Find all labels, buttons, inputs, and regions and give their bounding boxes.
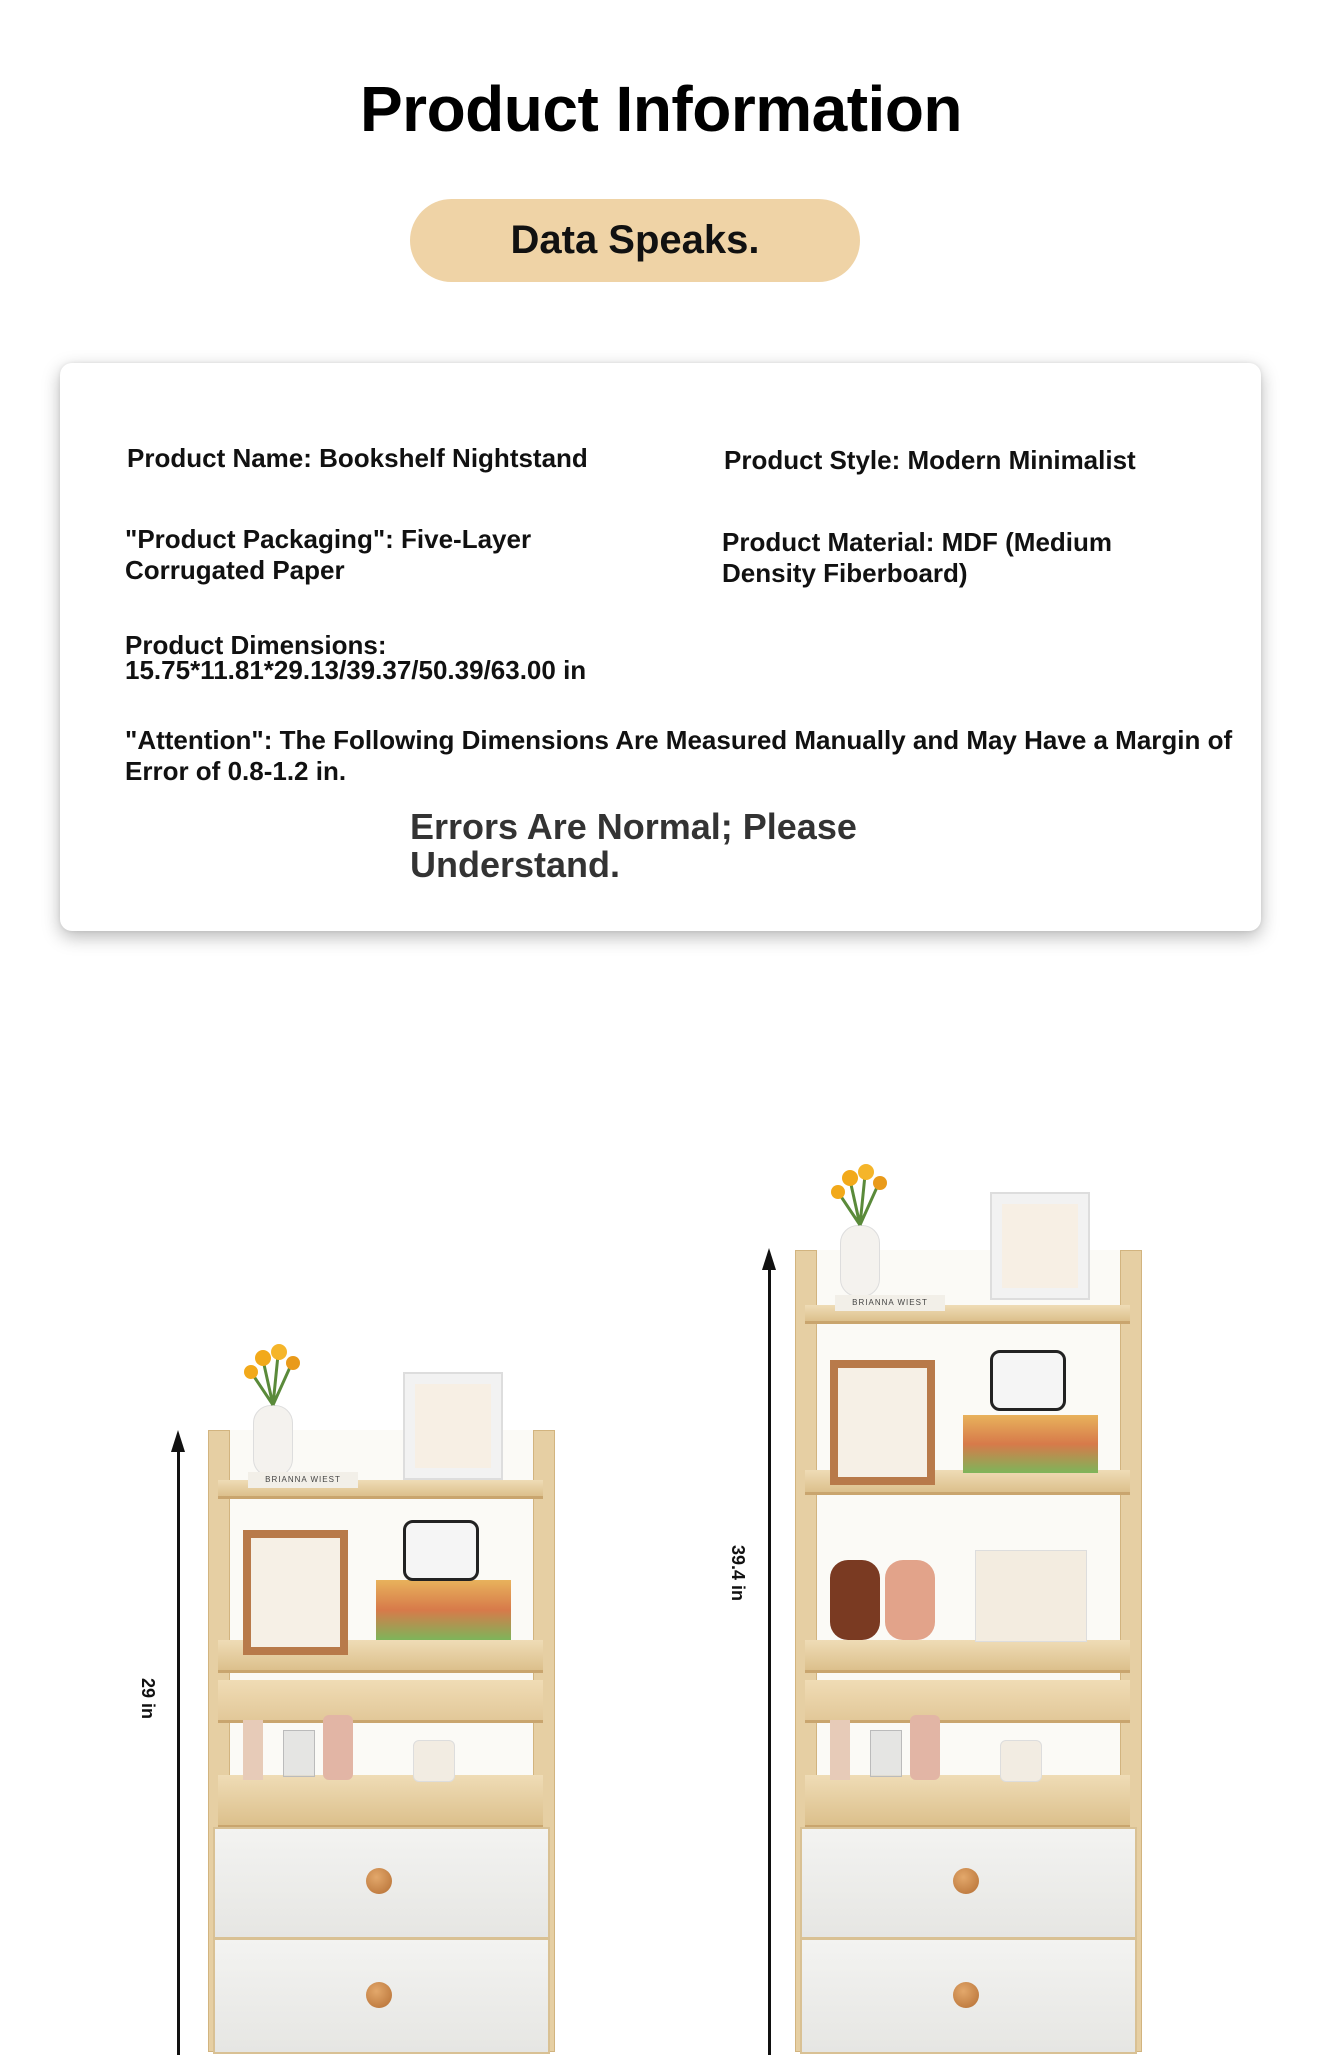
- drawer-knob-top[interactable]: [366, 1868, 392, 1894]
- gift-bag-icon: [975, 1550, 1087, 1642]
- attention-line-1: "Attention": The Following Dimensions Are Measured Manually and May Have a Margin of: [125, 725, 1233, 755]
- drawer-knob-bottom[interactable]: [953, 1982, 979, 2008]
- nightstand-short: [198, 1430, 563, 2050]
- glass-cup-icon: [283, 1730, 315, 1777]
- material-line-2: Density Fiberboard): [722, 558, 968, 588]
- product-style: Product Style: Modern Minimalist: [724, 445, 1136, 475]
- mug-icon: [1000, 1740, 1042, 1782]
- bear-figure-icon: [885, 1560, 935, 1640]
- product-name: Product Name: Bookshelf Nightstand: [127, 443, 588, 473]
- tulip-icon: [820, 1150, 900, 1230]
- errors-note: [410, 808, 857, 884]
- product-dimensions: [125, 630, 587, 685]
- page-title: Product Information: [359, 73, 963, 145]
- tulip-icon: [233, 1330, 313, 1410]
- books-stack-icon: [963, 1415, 1098, 1473]
- errors-line-1: Errors Are Normal; Please: [410, 806, 857, 847]
- packaging-line-2: Corrugated Paper: [125, 555, 345, 585]
- book-title-right: BRIANNA WIEST: [835, 1295, 945, 1311]
- height-label-right: 39.4 in: [728, 1545, 748, 1602]
- product-illustrations: [0, 1100, 1322, 2048]
- drawer-knob-top[interactable]: [953, 1868, 979, 1894]
- attention-note: [125, 725, 1255, 787]
- height-arrow-left: [177, 1445, 180, 2055]
- nightstand-tall: [785, 1250, 1150, 2050]
- glass-cup-icon: [870, 1730, 902, 1777]
- deer-frame-icon: [243, 1530, 348, 1655]
- vase-icon: [253, 1405, 293, 1477]
- product-info-card: [60, 363, 1261, 931]
- lotion-bottle-icon: [323, 1715, 353, 1780]
- product-material: [722, 527, 1112, 589]
- books-stack-icon: [376, 1580, 511, 1640]
- bottle-icon: [243, 1720, 263, 1780]
- tagline-badge: [410, 199, 860, 282]
- zebra-toy-icon: [403, 1520, 479, 1581]
- deer-frame-icon: [830, 1360, 935, 1485]
- mug-icon: [413, 1740, 455, 1782]
- zebra-toy-icon: [990, 1350, 1066, 1411]
- bottle-icon: [830, 1720, 850, 1780]
- height-arrow-right: [768, 1263, 771, 2055]
- lotion-bottle-icon: [910, 1715, 940, 1780]
- material-line-1: Product Material: MDF (Medium: [722, 527, 1113, 557]
- packaging-line-1: "Product Packaging": Five-Layer: [125, 524, 532, 554]
- dimensions-line-2: 15.75*11.81*29.13/39.37/50.39/63.00 in: [125, 655, 587, 685]
- attention-line-2: Error of 0.8-1.2 in.: [125, 756, 347, 786]
- product-packaging: [125, 524, 531, 586]
- flower-frame-icon: [990, 1192, 1090, 1300]
- vase-icon: [840, 1225, 880, 1297]
- bear-figure-icon: [830, 1560, 880, 1640]
- dimensions-line-1: Product Dimensions:: [125, 630, 387, 660]
- tagline-text: Data Speaks.: [510, 218, 760, 262]
- drawer-knob-bottom[interactable]: [366, 1982, 392, 2008]
- book-title-left: BRIANNA WIEST: [248, 1472, 358, 1488]
- flower-frame-icon: [403, 1372, 503, 1480]
- errors-line-2: Understand.: [410, 844, 621, 885]
- height-label-left: 29 in: [138, 1678, 158, 1720]
